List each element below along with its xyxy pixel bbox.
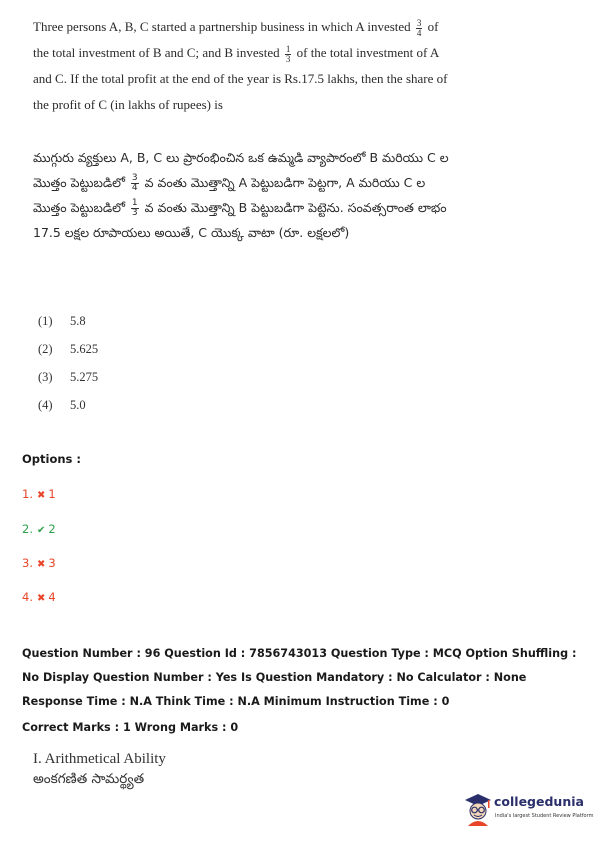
fraction-one-third: $\frac{1}{3}$ xyxy=(285,43,291,64)
wrong-mark-icon: ✖ xyxy=(36,559,46,570)
choice-item[interactable] xyxy=(38,307,98,335)
option-2[interactable] xyxy=(22,520,56,538)
option-value: 3 xyxy=(48,556,56,570)
section-title-english: I. Arithmetical Ability xyxy=(33,751,166,767)
question-text-english xyxy=(33,14,453,118)
question-metadata: Question Number : 96 Question Id : 7856743013 Question Type : MCQ Option Shuffling : No Display Question Number : Yes Is Question Mandatory : No Calculator : None Response Time : N.A Think Time : N.A Minimum Instruction Time : 0 xyxy=(22,647,577,708)
question-text-telugu xyxy=(33,145,453,245)
section-title-telugu: అంకగణిత సామర్థ్యత xyxy=(33,771,145,787)
choice-item[interactable] xyxy=(38,335,98,363)
option-value: 4 xyxy=(48,590,56,604)
option-label: 2. xyxy=(22,522,33,536)
choice-item[interactable] xyxy=(38,391,98,419)
option-4[interactable] xyxy=(22,588,56,606)
option-label: 1. xyxy=(22,487,33,501)
option-value: 1 xyxy=(48,487,56,501)
logo-wordmark: collegedunia xyxy=(494,794,584,809)
choice-number: (2) xyxy=(38,342,53,356)
option-label: 3. xyxy=(22,556,33,570)
question-te-part2: వ వంతు మొత్తాన్ని A పెట్టుబడిగా పెట్టగా, A మరియు C ల మొత్తం పెట్టుబడిలో xyxy=(33,175,426,215)
fraction-three-quarters: $\frac{3}{4}$ xyxy=(416,17,422,38)
options-heading: Options : xyxy=(22,452,81,466)
choice-value: 5.0 xyxy=(70,398,86,412)
choice-value: 5.275 xyxy=(70,370,99,384)
option-value: 2 xyxy=(48,522,56,536)
answer-choices xyxy=(38,307,98,419)
choice-number: (3) xyxy=(38,370,53,384)
choice-value: 5.625 xyxy=(70,342,99,356)
question-en-part3: of the total investment of A and C. If the total profit at the end of the year is Rs.17.5 lakhs, then the share of the profit of C (in lakhs of rupees) is xyxy=(33,45,448,112)
fraction-three-quarters-te: $\frac{3}{4}$ xyxy=(131,173,138,193)
wrong-mark-icon: ✖ xyxy=(36,593,46,604)
choice-value: 5.8 xyxy=(70,314,86,328)
option-3[interactable] xyxy=(22,554,56,572)
collegedunia-logo xyxy=(462,790,594,826)
fraction-one-third-te: $\frac{1}{3}$ xyxy=(131,198,138,218)
question-en-part2: of the total investment of B and C; and B invested xyxy=(33,19,439,60)
option-1[interactable] xyxy=(22,485,56,503)
logo-tagline: India's largest Student Review Platform xyxy=(495,813,594,819)
choice-item[interactable] xyxy=(38,363,98,391)
marks-info: Correct Marks : 1 Wrong Marks : 0 xyxy=(22,721,239,734)
section-heading xyxy=(33,749,166,789)
option-label: 4. xyxy=(22,590,33,604)
choice-number: (4) xyxy=(38,398,53,412)
check-mark-icon: ✔ xyxy=(36,525,46,536)
graduate-mascot-icon xyxy=(462,790,492,826)
question-en-part1: Three persons A, B, C started a partnership business in which A invested xyxy=(33,19,411,34)
wrong-mark-icon: ✖ xyxy=(36,490,46,501)
question-te-part3: వ వంతు మొత్తాన్ని B పెట్టుబడిగా పెట్టెను. సంవత్సరాంత లాభం 17.5 లక్షల రూపాయలు అయితే, C యొక్క వాటా (రూ. లక్షలలో) xyxy=(33,200,447,240)
question-te-part1: ముగ్గురు వ్యక్తులు A, B, C లు ప్రారంభించిన ఒక ఉమ్మడి వ్యాపారంలో B మరియు C ల మొత్తం పెట్టుబడిలో xyxy=(33,150,449,190)
choice-number: (1) xyxy=(38,314,53,328)
